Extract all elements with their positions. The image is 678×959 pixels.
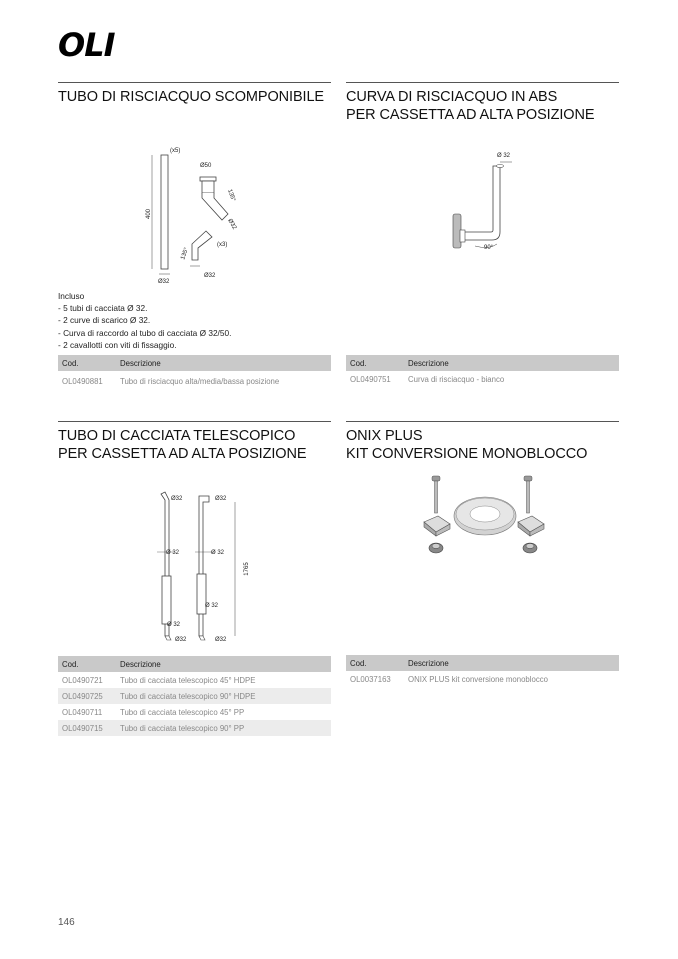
diam-top2-label: Ø32	[226, 218, 238, 231]
brand-logo: OLI	[58, 26, 115, 64]
page-number: 146	[58, 917, 75, 928]
table-cell: Tubo di cacciata telescopico 90° HDPE	[116, 688, 331, 704]
included-heading: Incluso	[58, 291, 85, 301]
section-divider	[346, 421, 619, 422]
column-header-description: Descrizione	[116, 355, 331, 371]
table-row	[346, 371, 619, 387]
diam-bottom-label: Ø32	[204, 273, 216, 279]
table-cell: OL0490751	[350, 374, 391, 384]
section-title-2: CURVA DI RISCIACQUO IN ABS PER CASSETTA AD ALTA POSIZIONE	[346, 89, 595, 123]
table-cell: Curva di risciacquo - bianco	[408, 374, 505, 384]
table-cell: Tubo di cacciata telescopico 45° HDPE	[120, 675, 256, 685]
angle-bottom-label: 135°	[180, 246, 191, 261]
column-header-code: Cod.	[346, 655, 404, 671]
table-cell: OL0490721	[62, 675, 103, 685]
table-cell: OL0490715	[58, 720, 116, 736]
d4-label: Ø 32	[211, 550, 225, 556]
angle-top-label: 135°	[226, 188, 237, 203]
telescopic-pipe-diagram	[145, 486, 275, 646]
d6-label: Ø 32	[205, 603, 219, 609]
table-cell: Tubo di cacciata telescopico 45° PP	[120, 707, 245, 717]
table-cell: ONIX PLUS kit conversione monoblocco	[408, 674, 548, 684]
section-divider	[58, 82, 331, 83]
column-header-description: Descrizione	[116, 656, 331, 672]
d2-label: Ø32	[215, 496, 227, 502]
section-title-1: TUBO DI RISCIACQUO SCOMPONIBILE	[58, 89, 324, 105]
table-row	[58, 720, 331, 736]
d1-label: Ø32	[171, 496, 183, 502]
column-header-code: Cod.	[346, 355, 404, 371]
included-item: - 2 cavallotti con viti di fissaggio.	[58, 339, 177, 350]
product-table-3	[58, 656, 331, 736]
included-item: - 2 curve di scarico Ø 32.	[58, 315, 151, 326]
column-header-description: Descrizione	[404, 355, 619, 371]
table-row	[58, 688, 331, 704]
diam-top-label: Ø50	[200, 163, 212, 169]
table-cell: OL0490725	[58, 688, 116, 704]
length-label: 400	[146, 208, 152, 220]
included-list	[58, 290, 231, 351]
rinse-bend-diagram	[445, 146, 525, 256]
qty-curves-label: (x3)	[217, 242, 228, 248]
column-header-description: Descrizione	[404, 655, 619, 671]
table-row	[346, 671, 619, 687]
table-row	[58, 704, 331, 720]
product-table-2	[346, 355, 619, 387]
rinse-pipe-diagram	[140, 142, 250, 287]
angle-label: 90°	[484, 245, 494, 251]
d5-label: Ø 32	[167, 622, 181, 628]
d3-label: Ø 32	[166, 550, 180, 556]
table-cell: OL0037163	[350, 674, 391, 684]
diam-tube-label: Ø32	[158, 279, 170, 285]
included-item: - 5 tubi di cacciata Ø 32.	[58, 303, 148, 314]
product-table-1	[58, 355, 331, 391]
table-cell: Tubo di cacciata telescopico 90° PP	[116, 720, 331, 736]
d7-label: Ø32	[175, 637, 187, 643]
qty-tubes-label: (x5)	[170, 148, 181, 154]
column-header-code: Cod.	[58, 656, 116, 672]
table-cell: OL0490711	[62, 707, 103, 717]
table-cell: OL0490881	[62, 376, 103, 386]
diam-label: Ø 32	[497, 153, 511, 159]
column-header-code: Cod.	[58, 355, 116, 371]
section-title-4: ONIX PLUS KIT CONVERSIONE MONOBLOCCO	[346, 428, 588, 462]
included-item: - Curva di raccordo al tubo di cacciata Ø 32/50.	[58, 327, 232, 338]
section-divider	[346, 82, 619, 83]
conversion-kit-image	[410, 474, 560, 564]
section-divider	[58, 421, 331, 422]
table-row	[58, 672, 331, 688]
table-row	[58, 371, 331, 391]
d8-label: Ø32	[215, 637, 227, 643]
product-table-4	[346, 655, 619, 687]
length-label: 1765	[244, 562, 250, 576]
section-title-3: TUBO DI CACCIATA TELESCOPICO PER CASSETTA AD ALTA POSIZIONE	[58, 428, 307, 462]
table-cell: Tubo di risciacquo alta/media/bassa posizione	[120, 376, 280, 386]
